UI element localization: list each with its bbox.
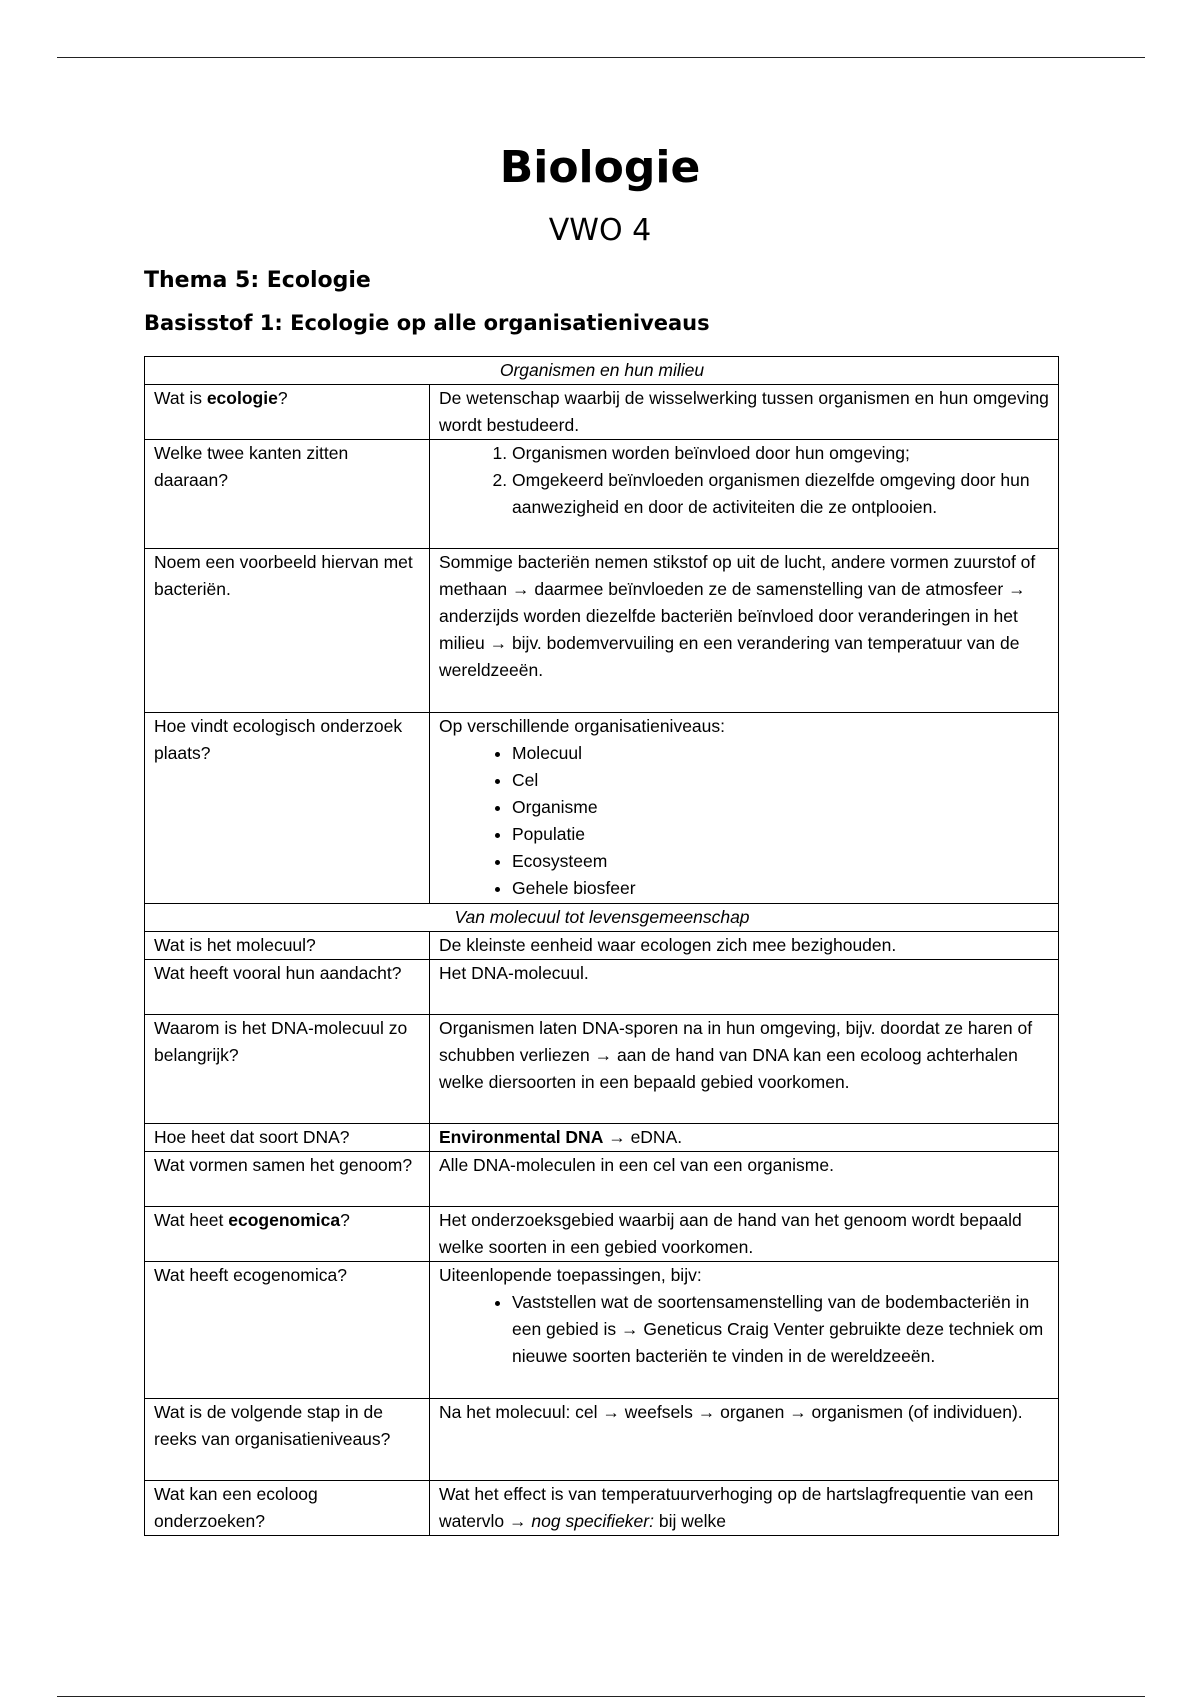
question-cell: Wat heeft ecogenomica? <box>145 1262 430 1399</box>
list-item: • Populatie <box>512 821 1050 848</box>
question-cell: Wat is de volgende stap in de reeks van organisatieniveaus? <box>145 1399 430 1481</box>
table-row <box>145 1481 1059 1536</box>
arrow-icon: → <box>511 579 530 599</box>
section-row <box>145 904 1059 932</box>
question-cell: Wat kan een ecoloog onderzoeken? <box>145 1481 430 1536</box>
page-title: Biologie <box>499 142 701 193</box>
answer-cell <box>430 1262 1059 1399</box>
answer-intro: Uiteenlopende toepassingen, bijv: <box>439 1265 702 1285</box>
list-item: • Gehele biosfeer <box>512 875 1050 902</box>
section-label: Organismen en hun milieu <box>145 357 1059 385</box>
answer-cell: De wetenschap waarbij de wisselwerking tussen organismen en hun omgeving wordt bestudeerd. <box>430 385 1059 440</box>
question-cell: Wat heet ecogenomica? <box>145 1207 430 1262</box>
answer-intro: Op verschillende organisatieniveaus: <box>439 716 725 736</box>
section-heading: Basisstof 1: Ecologie op alle organisatieniveaus <box>144 311 710 335</box>
bottom-rule <box>57 1696 1145 1697</box>
question-cell: Wat heeft vooral hun aandacht? <box>145 960 430 1015</box>
list-item: • Molecuul <box>512 740 1050 767</box>
table-row <box>145 1015 1059 1124</box>
table-row <box>145 932 1059 960</box>
section-row <box>145 357 1059 385</box>
question-cell: Hoe vindt ecologisch onderzoek plaats? <box>145 713 430 904</box>
question-cell: Wat is ecologie? <box>145 385 430 440</box>
answer-cell: Het onderzoeksgebied waarbij aan de hand van het genoom wordt bepaald welke soorten in een gebied voorkomen. <box>430 1207 1059 1262</box>
top-rule <box>57 57 1145 58</box>
answer-cell <box>430 713 1059 904</box>
list-item: • Ecosysteem <box>512 848 1050 875</box>
table-row <box>145 549 1059 713</box>
arrow-icon: → <box>789 1402 807 1422</box>
list-item: • Vaststellen wat de soortensamenstelling van de bodembacteriën in een gebied is → Geneticus Craig Venter gebruikte deze techniek om nieuwe soorten bacteriën te vinden in de wereldzeeën. <box>512 1289 1050 1370</box>
answer-cell: Alle DNA-moleculen in een cel van een organisme. <box>430 1152 1059 1207</box>
arrow-icon: → <box>608 1127 626 1147</box>
arrow-icon: → <box>620 1319 639 1339</box>
table-row <box>145 440 1059 549</box>
arrow-icon: → <box>489 633 508 653</box>
answer-cell: Wat het effect is van temperatuurverhoging op de hartslagfrequentie van een watervlo → nog specifieker: bij welke <box>430 1481 1059 1536</box>
table-row <box>145 1124 1059 1152</box>
arrow-icon: → <box>697 1402 716 1422</box>
question-cell: Noem een voorbeeld hiervan met bacteriën. <box>145 549 430 713</box>
question-cell: Wat vormen samen het genoom? <box>145 1152 430 1207</box>
question-cell: Wat is het molecuul? <box>145 932 430 960</box>
question-cell: Waarom is het DNA-molecuul zo belangrijk? <box>145 1015 430 1124</box>
answer-cell: Sommige bacteriën nemen stikstof op uit de lucht, andere vormen zuurstof of methaan → daarmee beïnvloeden ze de samenstelling van de atmosfeer → anderzijds worden diezelfde bacteriën beïnvloed door veranderingen in het milieu → bijv. bodemvervuiling en een verandering van temperatuur van de wereldzeeën. <box>430 549 1059 713</box>
question-cell: Hoe heet dat soort DNA? <box>145 1124 430 1152</box>
list-item: • Organisme <box>512 794 1050 821</box>
list-item: • Cel <box>512 767 1050 794</box>
theme-heading: Thema 5: Ecologie <box>144 268 371 293</box>
table-row <box>145 1399 1059 1481</box>
table-row <box>145 713 1059 904</box>
arrow-icon: → <box>509 1511 527 1531</box>
answer-cell <box>430 440 1059 549</box>
table-row <box>145 1262 1059 1399</box>
answer-cell: Na het molecuul: cel → weefsels → organen → organismen (of individuen). <box>430 1399 1059 1481</box>
table-row <box>145 960 1059 1015</box>
table-row <box>145 1207 1059 1262</box>
arrow-icon: → <box>1008 579 1026 599</box>
answer-cell: Organismen laten DNA-sporen na in hun omgeving, bijv. doordat ze haren of schubben verliezen → aan de hand van DNA kan een ecoloog achterhalen welke diersoorten in een bepaald gebied voorkomen. <box>430 1015 1059 1124</box>
list-item: 1. Organismen worden beïnvloed door hun omgeving; <box>512 440 1050 467</box>
list-item: 2. Omgekeerd beïnvloeden organismen diezelfde omgeving door hun aanwezigheid en door de activiteiten die ze ontplooien. <box>512 467 1050 521</box>
section-label: Van molecuul tot levensgemeenschap <box>145 904 1059 932</box>
table-row <box>145 1152 1059 1207</box>
arrow-icon: → <box>594 1045 613 1065</box>
page-subtitle: VWO 4 <box>548 213 652 248</box>
answer-cell: Environmental DNA → eDNA. <box>430 1124 1059 1152</box>
arrow-icon: → <box>602 1402 620 1422</box>
answer-cell: Het DNA-molecuul. <box>430 960 1059 1015</box>
table-row <box>145 385 1059 440</box>
qa-table <box>144 356 1059 1536</box>
answer-cell: De kleinste eenheid waar ecologen zich mee bezighouden. <box>430 932 1059 960</box>
question-cell: Welke twee kanten zitten daaraan? <box>145 440 430 549</box>
